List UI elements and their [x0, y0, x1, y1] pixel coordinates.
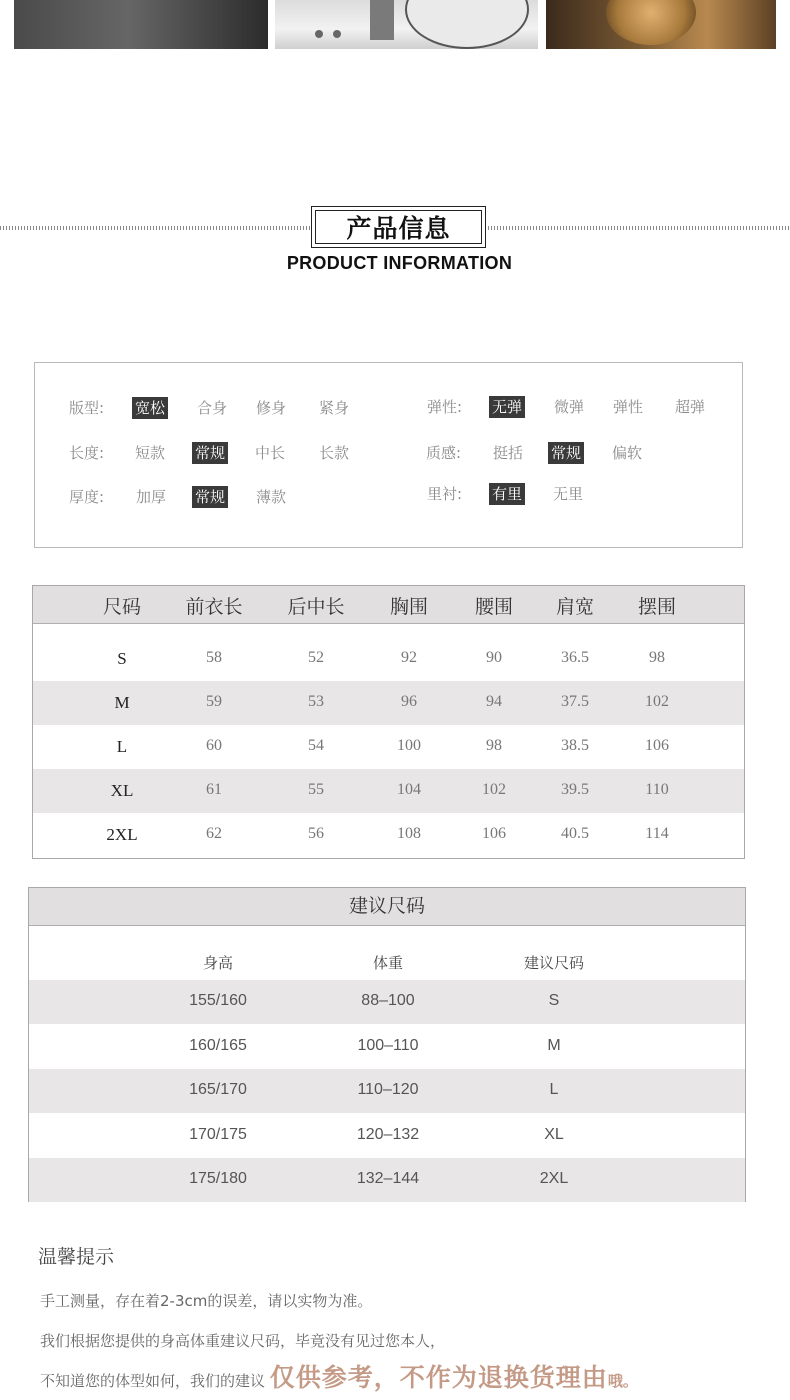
size-cell: 98 [486, 737, 502, 754]
size-cell: 100 [397, 737, 421, 754]
attr-thickness-option-selected: 常规 [192, 486, 228, 508]
size-cell: 2XL [106, 825, 138, 844]
recommended-cell: 170/175 [189, 1126, 247, 1143]
attr-label-thickness: 厚度: [69, 488, 105, 506]
attr-elasticity-option: 弹性 [613, 398, 644, 416]
table-row [29, 1114, 745, 1158]
attribute-panel [34, 362, 743, 548]
size-cell: 114 [645, 825, 669, 842]
notes-title: 温馨提示 [38, 1246, 115, 1268]
attr-lining-option-selected: 有里 [489, 483, 525, 505]
attr-label-length: 长度: [69, 444, 105, 462]
size-cell: 40.5 [561, 825, 589, 842]
recommended-cell: 88–100 [361, 992, 415, 1009]
size-cell: 56 [308, 825, 324, 842]
size-cell: 36.5 [561, 649, 589, 666]
attr-label-texture: 质感: [426, 444, 462, 462]
size-header-cell: 腰围 [474, 596, 514, 618]
attr-length-option-selected: 常规 [192, 442, 228, 464]
attr-elasticity-option: 超弹 [675, 398, 706, 416]
recommended-header-row [29, 936, 745, 980]
size-cell: 106 [645, 737, 669, 754]
table-row [29, 1158, 745, 1202]
attr-fit-option: 合身 [197, 399, 228, 417]
size-cell: 110 [645, 781, 669, 798]
size-cell: 62 [206, 825, 222, 842]
notes-line: 我们根据您提供的身高体重建议尺码，毕竟没有见过您本人， [40, 1332, 446, 1350]
size-cell: 96 [401, 693, 417, 710]
attr-label-elasticity: 弹性: [427, 398, 463, 416]
size-cell: 104 [397, 781, 421, 798]
recommended-cell: 175/180 [189, 1170, 247, 1187]
size-cell: 53 [308, 693, 324, 710]
size-cell: 37.5 [561, 693, 589, 710]
product-photo-fabric [14, 0, 268, 49]
attr-fit-option-selected: 宽松 [132, 397, 168, 419]
attr-label-fit: 版型: [69, 399, 105, 417]
table-row [33, 769, 744, 813]
section-title: 产品信息 [315, 210, 482, 244]
recommended-cell: S [548, 992, 560, 1009]
attr-fit-option: 紧身 [319, 399, 350, 417]
size-chart-table [32, 585, 745, 859]
recommended-header-cell: 体重 [372, 954, 404, 972]
size-cell: 94 [486, 693, 502, 710]
size-header-cell: 前衣长 [185, 596, 243, 618]
table-row [29, 1069, 745, 1113]
size-cell: 92 [401, 649, 417, 666]
table-row [33, 681, 744, 725]
recommended-size-table [28, 887, 746, 1202]
attr-length-option: 短款 [135, 444, 166, 462]
notes-line: 手工测量，存在着2-3cm的误差，请以实物为准。 [40, 1292, 373, 1310]
size-cell: 38.5 [561, 737, 589, 754]
size-cell: 39.5 [561, 781, 589, 798]
size-chart-header [33, 586, 744, 624]
table-row [29, 1025, 745, 1069]
attr-lining-option: 无里 [553, 485, 584, 503]
attr-elasticity-option-selected: 无弹 [489, 396, 525, 418]
recommended-cell: 110–120 [357, 1081, 419, 1098]
section-title-box [311, 206, 486, 248]
recommended-cell: 100–110 [357, 1037, 419, 1054]
attr-elasticity-option: 微弹 [554, 398, 585, 416]
section-subtitle: PRODUCT INFORMATION [286, 253, 513, 273]
size-header-cell: 摆围 [637, 596, 677, 618]
recommended-cell: 155/160 [189, 992, 247, 1009]
recommended-cell: M [547, 1037, 561, 1054]
recommended-title: 建议尺码 [29, 888, 745, 926]
product-photo-sewing [275, 0, 538, 49]
recommended-cell: 160/165 [189, 1037, 247, 1054]
recommended-cell: 2XL [539, 1170, 569, 1187]
notes-line-emphasis [40, 1358, 638, 1394]
size-header-cell: 胸围 [389, 596, 429, 618]
recommended-header-cell: 身高 [202, 954, 234, 972]
size-cell: 90 [486, 649, 502, 666]
notes-emphasis-tail: 哦。 [607, 1372, 638, 1390]
size-header-cell: 尺码 [102, 596, 142, 618]
size-cell: S [117, 649, 127, 668]
size-cell: 108 [397, 825, 421, 842]
size-cell: 98 [649, 649, 665, 666]
size-cell: 52 [308, 649, 324, 666]
size-cell: 60 [206, 737, 222, 754]
table-row [33, 725, 744, 769]
size-cell: 58 [206, 649, 222, 666]
attr-thickness-option: 加厚 [136, 488, 167, 506]
notes-line-prefix: 不知道您的体型如何，我们的建议 [40, 1372, 266, 1390]
table-row [29, 980, 745, 1024]
size-cell: 54 [308, 737, 324, 754]
size-cell: 59 [206, 693, 222, 710]
size-cell: L [116, 737, 128, 756]
heading-divider-right [488, 226, 790, 230]
attr-texture-option: 挺括 [493, 444, 524, 462]
size-cell: XL [110, 781, 134, 800]
attr-thickness-option: 薄款 [256, 488, 287, 506]
recommended-cell: 165/170 [189, 1081, 247, 1098]
size-cell: 102 [482, 781, 506, 798]
table-row [33, 813, 744, 857]
size-header-cell: 肩宽 [555, 596, 595, 618]
attr-label-lining: 里衬: [427, 485, 463, 503]
recommended-cell: 120–132 [356, 1126, 420, 1143]
size-cell: 102 [645, 693, 669, 710]
recommended-cell: 132–144 [356, 1170, 420, 1187]
recommended-cell: XL [544, 1126, 564, 1143]
attr-texture-option: 偏软 [612, 444, 643, 462]
size-cell: 61 [206, 781, 222, 798]
attr-length-option: 长款 [319, 444, 350, 462]
recommended-cell: L [549, 1081, 559, 1098]
size-header-cell: 后中长 [287, 596, 345, 618]
product-photo-thread [546, 0, 776, 49]
attr-length-option: 中长 [255, 444, 286, 462]
size-cell: 55 [308, 781, 324, 798]
attr-fit-option: 修身 [256, 399, 287, 417]
table-row [33, 637, 744, 681]
size-cell: 106 [482, 825, 506, 842]
notes-emphasis: 仅供参考，不作为退换货理由 [269, 1363, 608, 1392]
heading-divider-left [0, 226, 310, 230]
size-cell: M [114, 693, 130, 712]
attr-texture-option-selected: 常规 [548, 442, 584, 464]
recommended-header-cell: 建议尺码 [523, 954, 585, 972]
